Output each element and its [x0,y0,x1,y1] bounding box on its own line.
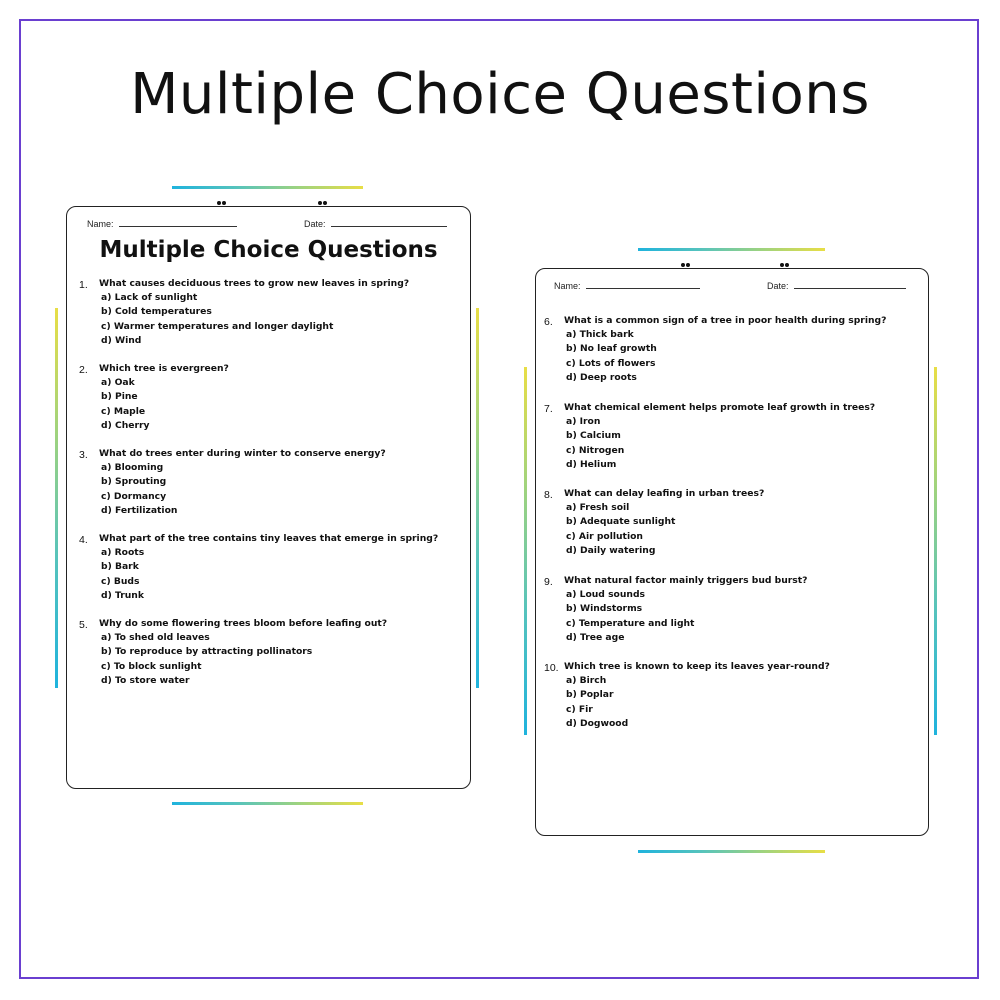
worksheet-title: Multiple Choice Questions [99,237,438,263]
answer-option: b) Pine [101,391,138,403]
question-number: 10. [544,662,559,674]
answer-option: d) Trunk [101,589,144,601]
answer-option: a) Thick bark [566,329,634,340]
answer-option: d) Daily watering [566,544,656,556]
question-number: 4. [79,534,88,546]
worksheet-right [535,268,929,836]
answer-option: b) Sprouting [101,476,167,488]
answer-option: a) Iron [566,416,601,427]
date-label: Date: [304,219,326,229]
answer-option: c) Temperature and light [566,617,695,629]
binder-clip [681,263,691,269]
answer-option: b) Cold temperatures [101,306,212,318]
answer-option: d) Helium [566,458,617,470]
answer-option: b) Adequate sunlight [566,516,676,528]
decor-line-right-right [934,367,937,735]
answer-option: a) Oak [101,377,135,388]
binder-clip [318,201,328,207]
name-label: Name: [87,219,114,229]
answer-option: c) Lots of flowers [566,357,656,369]
answer-option: d) To store water [101,674,190,686]
name-field[interactable] [554,279,700,291]
answer-option: d) Fertilization [101,504,178,516]
answer-option: a) Loud sounds [566,589,645,600]
answer-option: a) Fresh soil [566,502,630,513]
answer-option: d) Dogwood [566,717,629,729]
question-number: 6. [544,316,553,328]
name-field[interactable] [87,217,237,229]
question-text: What is a common sign of a tree in poor health during spring? [564,315,887,326]
question-text: What natural factor mainly triggers bud burst? [564,575,808,586]
date-field[interactable] [767,279,906,291]
answer-option: c) Dormancy [101,490,167,502]
answer-option: a) Birch [566,675,607,686]
question-text: Which tree is known to keep its leaves year-round? [564,661,830,672]
question-text: What causes deciduous trees to grow new leaves in spring? [99,278,410,289]
answer-option: c) Warmer temperatures and longer daylight [101,320,334,332]
question-number: 1. [79,279,88,291]
answer-option: c) Air pollution [566,530,643,542]
answer-option: a) Blooming [101,462,164,473]
question-number: 7. [544,403,553,415]
decor-line-bottom-left [172,802,363,805]
answer-option: a) Roots [101,547,145,558]
question-number: 5. [79,619,88,631]
answer-option: c) To block sunlight [101,660,202,672]
answer-option: b) Windstorms [566,603,643,615]
question-text: What can delay leafing in urban trees? [564,488,765,499]
answer-option: c) Nitrogen [566,444,625,456]
answer-option: c) Fir [566,703,593,715]
decor-line-left-right [476,308,479,688]
question-number: 8. [544,489,553,501]
answer-option: b) Bark [101,561,139,573]
answer-option: c) Buds [101,575,140,587]
answer-option: a) To shed old leaves [101,632,210,643]
decor-line-top-right [638,248,825,251]
answer-option: c) Maple [101,405,146,417]
answer-option: d) Deep roots [566,371,637,383]
answer-option: a) Lack of sunlight [101,292,198,303]
decor-line-left-left [55,308,58,688]
answer-option: b) Poplar [566,689,614,701]
question-number: 9. [544,576,553,588]
page-title: Multiple Choice Questions [130,62,870,127]
question-text: What chemical element helps promote leaf growth in trees? [564,402,876,413]
answer-option: b) No leaf growth [566,343,657,355]
decor-line-top-left [172,186,363,189]
worksheet-left [66,206,471,789]
answer-option: d) Tree age [566,631,625,643]
question-text: What do trees enter during winter to conserve energy? [99,448,386,459]
binder-clip [780,263,790,269]
date-label: Date: [767,281,789,291]
name-label: Name: [554,281,581,291]
question-number: 2. [79,364,88,376]
answer-option: b) Calcium [566,430,621,442]
date-field[interactable] [304,217,447,229]
question-text: Which tree is evergreen? [99,363,229,374]
binder-clip [217,201,227,207]
question-text: Why do some flowering trees bloom before leafing out? [99,618,388,629]
answer-option: b) To reproduce by attracting pollinators [101,646,313,658]
question-text: What part of the tree contains tiny leaves that emerge in spring? [99,533,439,544]
decor-line-bottom-right [638,850,825,853]
question-number: 3. [79,449,88,461]
decor-line-right-left [524,367,527,735]
answer-option: d) Wind [101,334,142,346]
answer-option: d) Cherry [101,419,150,431]
